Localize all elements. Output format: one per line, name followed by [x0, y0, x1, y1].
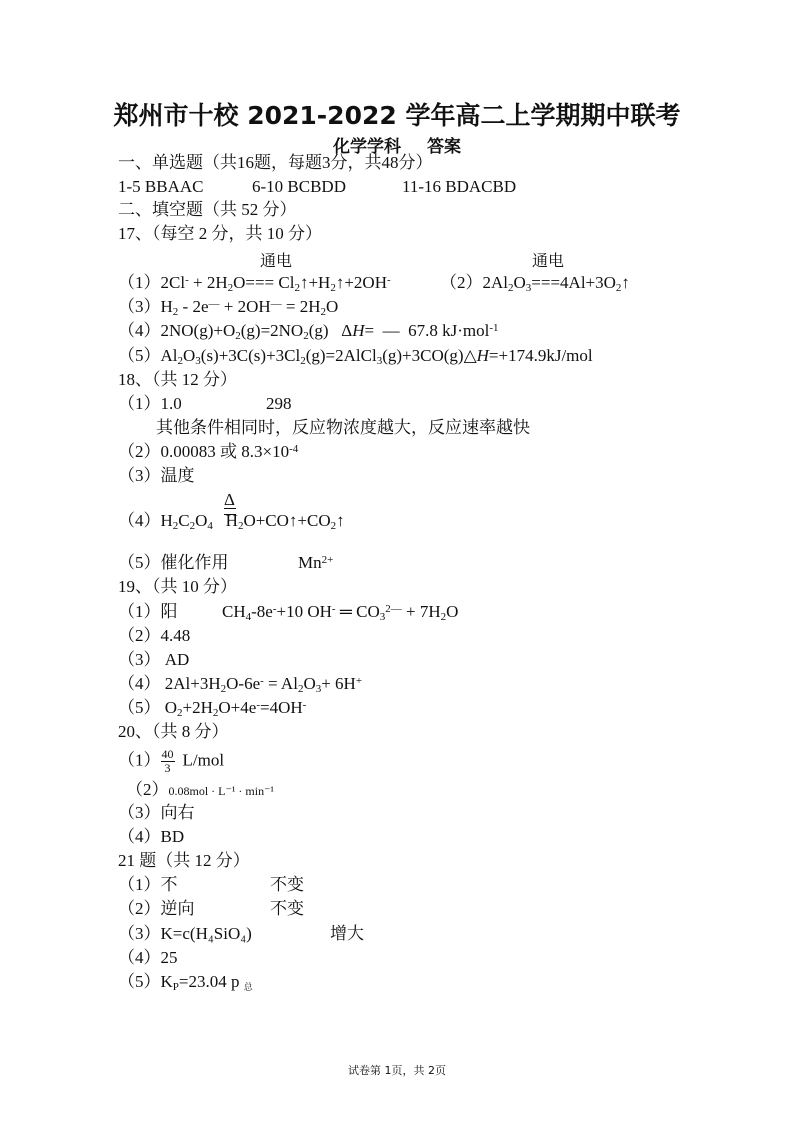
- q18-answer-1b: 298: [266, 394, 292, 413]
- page-title: 郑州市十校 2021-2022 学年高二上学期期中联考: [113, 101, 681, 130]
- mc-answers-3: 11-16 BDACBD: [402, 177, 517, 196]
- q18-answer-1: （1）1.0: [118, 394, 182, 413]
- q17-answer-1: $(1)2Cl^- + 2H_2O===$ $Cl_2↑+H_2↑+2OH^-$: [118, 273, 391, 294]
- q17-heading: 17、（每空 2 分，共 10 分）: [118, 224, 322, 243]
- q19-answer-5: （5） $O_2+2H_2O+4e^-=4OH^-$: [118, 698, 307, 719]
- q18-heading: 18、（共 12 分）: [118, 370, 237, 389]
- q17-electrolysis-label-2: 通电: [532, 253, 565, 270]
- mc-answers-1: 1-5 BBAAC: [118, 177, 204, 196]
- q19-answer-2: （2）4.48: [118, 626, 191, 645]
- q21-answer-2b: 不变: [270, 899, 304, 918]
- q18-answer-2: （2）0.00083 或 $8.3\times 10^{-4}$: [118, 442, 299, 461]
- q19-heading: 19、（共 10 分）: [118, 577, 237, 596]
- q18-answer-3: （3）温度: [118, 466, 195, 485]
- q20-answer-4: （4）BD: [118, 827, 185, 846]
- q19-answer-3: （3） AD: [118, 650, 190, 669]
- q21-answer-4: （4）25: [118, 948, 178, 967]
- q19-answer-1b: $CH_4-8e^-+10$ OH- ═ $CO_3^{2—} + 7H_2O$: [222, 602, 459, 623]
- q17-answer-2: $(2)2Al_2O_3===4Al+3O_2↑$: [440, 273, 630, 294]
- answer-label: 答案: [427, 137, 461, 157]
- q21-answer-2: （2）逆向: [118, 899, 195, 918]
- q18-answer-5: （5）催化作用: [118, 553, 229, 572]
- q21-answer-5: $(5)K_P=23.04$ p $_总$: [118, 972, 253, 993]
- q20-answer-1: （1） $\frac{40}{3}$ L/mol: [118, 747, 225, 775]
- q17-answer-5: $(5)Al_2O_3(s)+3C(s)+3Cl_2(g)=2AlCl_3(g)+3CO(g)\triangle H=+174.9kJ$/mol: [118, 346, 593, 367]
- q18-heat-symbol: Δ: [224, 490, 235, 509]
- section1-heading: 一、单选题（共16题，每题3分，共48分）: [118, 153, 433, 172]
- q18-answer-4: $(4)H_2C_2O_4$ $H_2O+CO↑+CO_2↑$: [118, 511, 345, 532]
- section2-heading: 二、填空题（共 52 分）: [118, 200, 297, 219]
- q20-answer-2: （2）0.08mol · L⁻¹ · min⁻¹: [126, 780, 275, 799]
- q19-answer-1: （1）阳: [118, 602, 178, 621]
- q20-fraction: $\frac{40}{3}$: [161, 747, 174, 775]
- mc-answers-2: 6-10 BCBDD: [252, 177, 346, 196]
- q19-answer-4: （4） $2Al+3H_2O-6e^- = Al_2O_3+ 6H^+$: [118, 674, 363, 695]
- q20-answer-3: （3）向右: [118, 803, 195, 822]
- page-footer: 试卷第 1页，共 2页: [348, 1064, 446, 1077]
- q21-answer-1: （1）不: [118, 875, 178, 894]
- q21-heading: 21 题（共 12 分）: [118, 851, 250, 870]
- q21-answer-3: （3）K=c(H₄SiO₄): [118, 924, 252, 943]
- q21-answer-1b: 不变: [270, 875, 304, 894]
- q21-answer-3b: 增大: [330, 924, 364, 943]
- q18-answer-5b: $Mn^{2+}$: [298, 553, 334, 572]
- q17-electrolysis-label-1: 通电: [260, 253, 293, 270]
- subject-label: 化学学科: [333, 137, 401, 157]
- q17-answer-3: $(3)H_2 - 2e^— + 2OH^— = 2H_2O$: [118, 297, 339, 318]
- q17-answer-4: $(4)2NO(g)+O_2(g)=2NO_2(g)$ ΔH= — 67.8 kJ·mol$^{-1}$: [118, 321, 499, 342]
- q18-answer-1-note: 其他条件相同时，反应物浓度越大，反应速率越快: [156, 418, 530, 437]
- q20-heading: 20、（共 8 分）: [118, 722, 229, 741]
